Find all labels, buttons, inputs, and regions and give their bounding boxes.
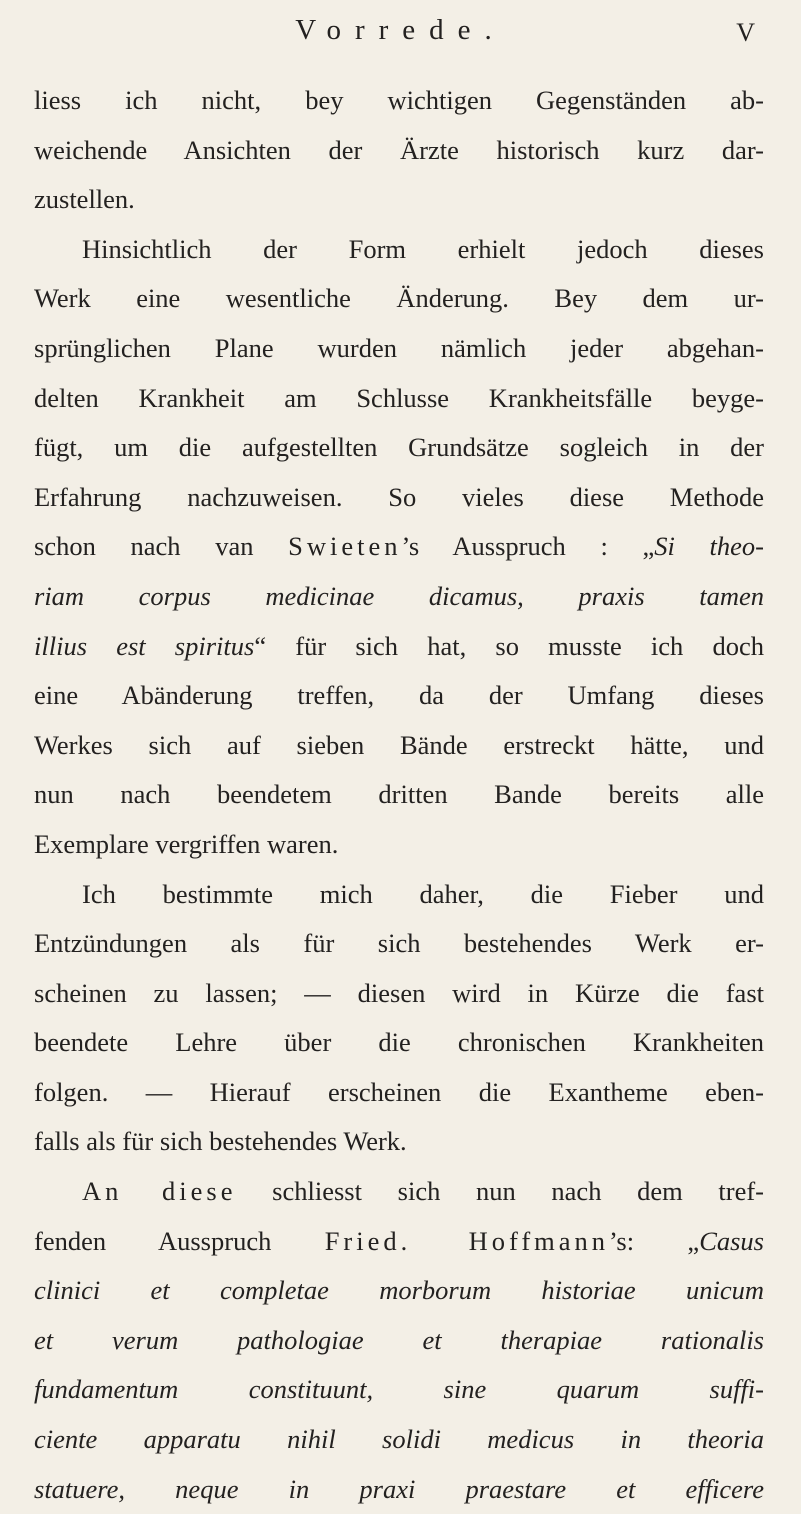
text-line: [34, 1266, 764, 1316]
text-line: Hinsichtlich der Form erhielt jedoch dieses: [82, 233, 764, 264]
text-segment: ’s: „: [609, 1225, 700, 1256]
spaced-name: Fried. Hoffmann: [324, 1225, 610, 1256]
text-line: [34, 1365, 764, 1415]
italic-text: Casus: [699, 1225, 764, 1256]
text-line: Werkes sich auf sieben Bände erstreckt hätte, und: [34, 729, 764, 760]
page-number: V: [736, 18, 755, 47]
text-line: [34, 622, 764, 672]
text-line: Entzündungen als für sich bestehendes Werk er-: [34, 928, 764, 959]
italic-text: ciente apparatu nihil solidi medicus in theoria: [34, 1424, 764, 1455]
page-header: [0, 14, 801, 58]
text-segment: ’s Ausspruch : „: [401, 531, 655, 562]
text-line: Ich bestimmte mich daher, die Fieber und: [82, 878, 764, 909]
text-line: sprünglichen Plane wurden nämlich jeder abgehan-: [34, 332, 764, 363]
text-line: [34, 1217, 764, 1267]
running-title: Vorrede.: [295, 14, 506, 46]
text-line: nun nach beendetem dritten Bande bereits alle: [34, 779, 764, 810]
text-line: Werk eine wesentliche Änderung. Bey dem ur-: [34, 283, 764, 314]
spaced-name: An diese: [82, 1176, 237, 1207]
text-line: [34, 522, 764, 572]
spaced-name: Swieten: [288, 531, 402, 562]
italic-text: clinici et completae morborum historiae unicum: [34, 1275, 764, 1306]
text-line: [34, 1167, 764, 1217]
text-line: zustellen.: [34, 184, 135, 215]
text-line: eine Abänderung treffen, da der Umfang dieses: [34, 680, 764, 711]
text-line: weichende Ansichten der Ärzte historisch kurz dar-: [34, 134, 764, 165]
text-segment: schliesst sich nun nach dem tref-: [236, 1176, 765, 1207]
text-line: Erfahrung nachzuweisen. So vieles diese Methode: [34, 481, 764, 512]
text-segment: schon nach van: [34, 531, 289, 562]
italic-text: riam corpus medicinae dicamus, praxis tamen: [34, 580, 764, 611]
italic-text: fundamentum constituunt, sine quarum suffi-: [34, 1374, 764, 1405]
text-line: falls als für sich bestehendes Werk.: [34, 1126, 407, 1157]
body-text: [34, 76, 764, 1514]
italic-text: Si theo-: [654, 531, 765, 562]
italic-text: et verum pathologiae et therapiae rationalis: [34, 1324, 764, 1355]
italic-text: statuere, neque in praxi praestare et efficere: [34, 1473, 764, 1504]
text-line: scheinen zu lassen; — diesen wird in Kürze die fast: [34, 977, 764, 1008]
text-segment: “ für sich hat, so musste ich doch: [254, 630, 764, 661]
text-segment: fenden Ausspruch: [34, 1225, 325, 1256]
text-line: [34, 1316, 764, 1366]
text-line: liess ich nicht, bey wichtigen Gegenständen ab-: [34, 85, 764, 115]
text-line: [34, 1465, 764, 1514]
text-line: Exemplare vergriffen waren.: [34, 828, 339, 859]
text-line: folgen. — Hierauf erscheinen die Exantheme eben-: [34, 1076, 764, 1107]
italic-text: illius est spiritus: [34, 630, 255, 661]
text-line: [34, 572, 764, 622]
text-line: delten Krankheit am Schlusse Krankheitsfälle beyge-: [34, 382, 764, 413]
text-line: fügt, um die aufgestellten Grundsätze sogleich in der: [34, 432, 764, 463]
text-line: [34, 1415, 764, 1465]
text-line: beendete Lehre über die chronischen Krankheiten: [34, 1027, 764, 1058]
